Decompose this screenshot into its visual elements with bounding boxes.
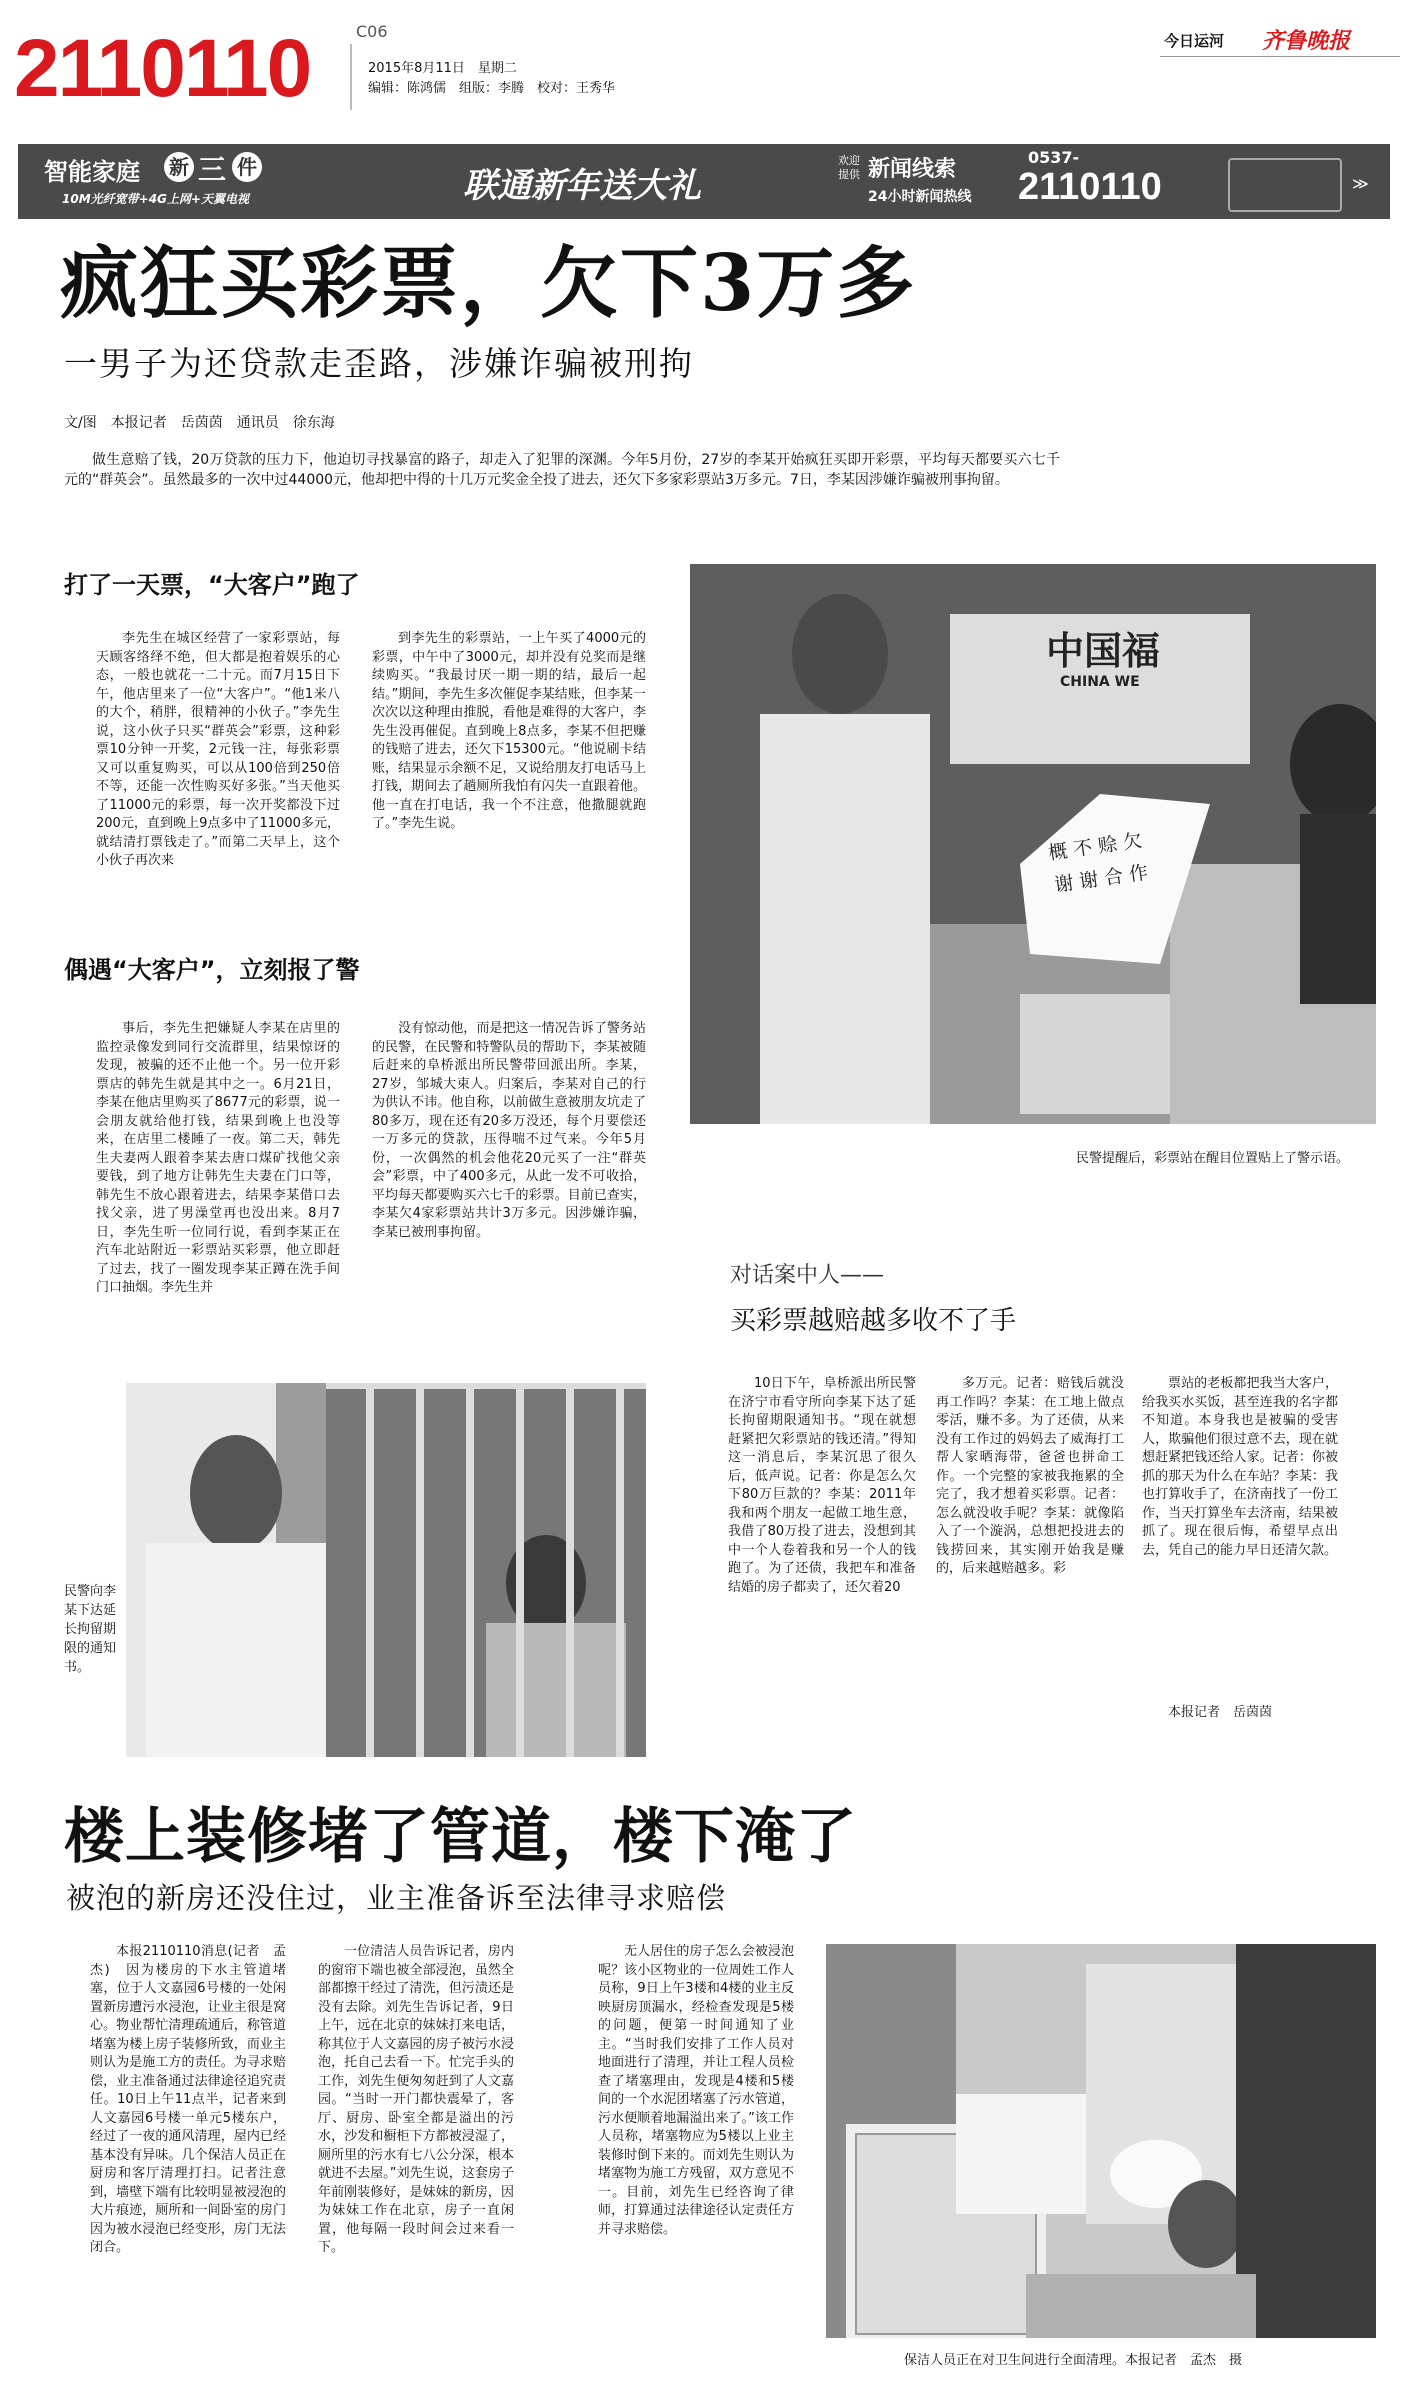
section1-col1-text: 李先生在城区经营了一家彩票站，每天顾客络绎不绝，但大都是抱着娱乐的心态，一般也就花一二十元。而7月15日下午，他店里来了一位“大客户”。“他1米八的大个，稍胖，很精神的小伙子。”李先生说，这小伙子只买“群英会”彩票，这种彩票10分钟一开奖，2元钱一注，每张彩票又可以重复购买，可以从100倍到250倍不等，还能一次性购买好多张。”当天他买了11000元的彩票，每一次开奖都没下过200元，直到晚上9点多中了11000多元，就结清打票钱走了。”而第二天早上，这个小伙子再次来 <box>96 631 340 868</box>
section2-col1 <box>96 1020 340 1320</box>
arrow-icon: ≫ <box>1352 174 1369 193</box>
area-code: 0537- <box>1028 148 1080 167</box>
lead-paragraph: 做生意赔了钱，20万贷款的压力下，他迫切寻找暴富的路子，却走入了犯罪的深渊。今年5月份，27岁的李某开始疯狂买即开彩票，平均每天都要买六七千元的“群英会”。虽然最多的一次中过44000元，他却把中得的十几万元奖金全投了进去，还欠下多家彩票站3万多元。7日，李某因涉嫌诈骗被刑事拘留。 <box>64 452 1060 488</box>
section2-col2-text: 没有惊动他，而是把这一情况告诉了警务站的民警，在民警和特警队员的帮助下，李某被随后赶来的阜桥派出所民警带回派出所。李某，27岁，邹城大束人。归案后，李某对自己的行为供认不讳。他自称，以前做生意被朋友坑走了80多万，现在还有20多万没还，每个月要偿还一万多元的贷款，压得喘不过气来。今年5月份，一次偶然的机会他花20元买了一注“群英会”彩票，中了400多元，从此一发不可收拾，平均每天都要购买六七千的彩票。目前已查实，李某欠4家彩票站共计3万多元。因涉嫌诈骗，李某已被刑事拘留。 <box>372 1021 646 1240</box>
photo2-caption: 民警向李某下达延长拘留期限的通知书。 <box>64 1584 117 1675</box>
section1-col2 <box>372 630 646 905</box>
dialog-col3 <box>1142 1375 1338 1703</box>
section2-col2 <box>372 1020 646 1320</box>
bathroom-cleaning-photo <box>826 1944 1376 2338</box>
ad-badge-pieces: 件 <box>232 152 262 182</box>
ad-badge-three: 三 <box>198 153 227 186</box>
store-sign-text-english: CHINA WE <box>1060 674 1140 690</box>
masthead-rule <box>1160 56 1400 57</box>
lottery-store-photo <box>690 564 1376 1124</box>
dialog-col3-text: 票站的老板都把我当大客户，给我买水买饭，甚至连我的名字都不知道。本身我也是被骗的受害人，欺骗他们很过意不去，现在就想赶紧把钱还给人家。记者：你被抓的那天为什么在车站？李某：我也打算收手了，在济南找了一份工作，当天打算坐车去济南，结果被抓了。现在很后悔，希望早点出去，凭自己的能力早日还清欠款。 <box>1142 1376 1338 1558</box>
story1-byline: 文/图 本报记者 岳茵茵 通讯员 徐东海 <box>64 415 335 431</box>
ad-slogan: 联通新年送大礼 <box>463 166 701 206</box>
warning-sign-line1: 概 不 赊 欠 <box>1047 829 1144 865</box>
story2-subheadline: 被泡的新房还没住过，业主准备诉至法律寻求赔偿 <box>66 1881 727 1915</box>
hotline-label: 24小时新闻热线 <box>868 189 972 205</box>
story2-col3-text: 无人居住的房子怎么会被浸泡呢？该小区物业的一位周姓工作人员称，9日上午3楼和4楼的业主反映厨房顶漏水，经检查发现是5楼的问题，便第一时间通知了业主。“当时我们安排了工作人员对地面进行了清理，并让工程人员检查了堵塞理由，发现是4楼和5楼间的一个水泥团堵塞了污水管道，污水便顺着地漏溢出来了。”该工作人员称，堵塞物应为5楼以上业主装修时倒下来的。而刘先生则认为堵塞物为施工方残留，双方意见不一。目前，刘先生已经咨询了律师，打算通过法律途径认定责任方并寻求赔偿。 <box>598 1944 794 2237</box>
banner-hotline: 2110110 <box>1018 166 1162 208</box>
tv-box-graphic <box>1228 158 1342 212</box>
page-code: C06 <box>356 22 388 41</box>
ad-banner[interactable] <box>18 144 1390 219</box>
dialog-col2-text: 多万元。记者：赔钱后就没再工作吗？李某：在工地上做点零活，赚不多。为了还债，从来没有工作过的妈妈去了威海打工帮人家晒海带，爸爸也拼命工作。一个完整的家被我拖累的全完了，我才想着买彩票。记者：怎么就没收手呢？李某：就像陷入了一个漩涡，总想把投进去的钱捞回来，其实刚开始我是赚的，后来越赔越多。彩 <box>936 1376 1124 1576</box>
story2-col3 <box>598 1943 794 2361</box>
dialog-title: 买彩票越赔越多收不了手 <box>730 1306 1017 1336</box>
dialog-col1-text: 10日下午，阜桥派出所民警在济宁市看守所向李某下达了延长拘留期限通知书。“现在就想赶紧把欠彩票站的钱还清。”得知这一消息后，李某沉思了很久后，低声说。记者：你是怎么欠下80万巨款的？李某：2011年我和两个朋友一起做工地生意，我借了80万投了进去，没想到其中一个人卷着我和另一个人的钱跑了。为了还债，我把车和准备结婚的房子都卖了，还欠着20 <box>728 1376 916 1595</box>
sponsor-label: 欢迎提供 <box>838 154 860 181</box>
masthead-divider <box>350 44 352 110</box>
story2-photo-caption: 保洁人员正在对卫生间进行全面清理。本报记者 孟杰 摄 <box>904 2353 1243 2368</box>
section1-col1 <box>96 630 340 905</box>
section1-title: 打了一天票，“大客户”跑了 <box>64 571 360 599</box>
section1-col2-text: 到李先生的彩票站，一上午买了4000元的彩票，中午中了3000元，却并没有兑奖而是继续购买。“我最讨厌一期一期的结，最后一起结。”期间，李先生多次催促李某结账，但李某一次次以这种理由推脱，看他是难得的大客户，李先生没再催促。直到晚上8点多，李某不但把赚的钱赔了进去，还欠下15300元。“他说刷卡结账，结果显示余额不足，又说给朋友打电话马上打钱，期间去了趟厕所我怕有闪失一直跟着他。他一直在打电话，我一个不注意，他撒腿就跑了。”李先生说。 <box>372 631 646 831</box>
dialog-byline <box>1142 1704 1338 1723</box>
issue-date: 2015年8月11日 星期二 <box>368 61 517 76</box>
dialog-col1 <box>728 1375 916 1725</box>
section-name: 今日运河 <box>1164 32 1225 50</box>
store-sign-text: 中国福 <box>1046 629 1161 673</box>
story1-headline: 疯狂买彩票，欠下3万多 <box>60 238 917 329</box>
editor-credits: 编辑：陈鸿儒 组版：李腾 校对：王秀华 <box>368 81 616 96</box>
ad-items: 10M光纤宽带+4G上网+天翼电视 <box>62 192 249 206</box>
story2-col2 <box>318 1943 514 2361</box>
section2-title: 偶遇“大客户”，立刻报了警 <box>64 956 360 984</box>
story1-lead <box>64 450 1060 490</box>
ad-title: 智能家庭 <box>44 158 140 186</box>
story2-col2-text: 一位清洁人员告诉记者，房内的窗帘下端也被全部浸泡，虽然全部都擦干经过了清洗，但污渍还是没有去除。刘先生告诉记者，9日上午，远在北京的妹妹打来电话，称其位于人文嘉园的房子被污水浸泡，托自己去看一下。忙完手头的工作，刘先生便匆匆赶到了人文嘉园。“当时一开门都快震晕了，客厅、厨房、卧室全都是溢出的污水，沙发和橱柜下方都被浸湿了，厕所里的污水有七八公分深，根本就进不去屋。”刘先生说，这套房子年前刚装修好，是妹妹的新房，因为妹妹工作在北京，房子一直闲置，他每隔一段时间会过来看一下。 <box>318 1944 514 2255</box>
story2-headline: 楼上装修堵了管道，楼下淹了 <box>64 1802 857 1872</box>
paper-logo: 齐鲁晚报 <box>1262 28 1351 54</box>
dialog-col2 <box>936 1375 1124 1725</box>
news-tip-label: 新闻线索 <box>868 157 957 182</box>
story2-col1 <box>90 1943 286 2361</box>
story1-subheadline: 一男子为还贷款走歪路，涉嫌诈骗被刑拘 <box>64 344 694 383</box>
section2-col1-text: 事后，李先生把嫌疑人李某在店里的监控录像发到同行交流群里，结果惊讶的发现，被骗的还不止他一个。另一位开彩票店的韩先生就是其中之一。6月21日，李某在他店里购买了8677元的彩票，说一会朋友就给他打钱，结果到晚上也没等来，在店里二楼睡了一夜。第二天，韩先生夫妻两人跟着李某去唐口煤矿找他父亲要钱，到了地方让韩先生夫妻在门口等，韩先生不放心跟着进去，结果李某借口去找父亲，进了男澡堂再也没出来。8月7日，李先生听一位同行说，看到李某正在汽车北站附近一彩票站买彩票，他立即赶了过去，找了一圈发现李某正蹲在洗手间门口抽烟。李先生并 <box>96 1021 340 1295</box>
dialog-kicker: 对话案中人—— <box>730 1263 885 1288</box>
detention-notice-photo <box>126 1383 646 1757</box>
hotline-number-masthead: 2110110 <box>14 23 311 114</box>
photo1-caption: 民警提醒后，彩票站在醒目位置贴上了警示语。 <box>1076 1151 1350 1166</box>
story2-col1-text: 本报2110110消息(记者 孟杰) 因为楼房的下水主管道堵塞，位于人文嘉园6号楼的一处闲置新房遭污水浸泡，让业主很是窝心。物业帮忙清理疏通后，称管道堵塞为楼上房子装修所致，而业主则认为是施工方的责任。为寻求赔偿，业主准备通过法律途径追究责任。10日上午11点半，记者来到人文嘉园6号楼一单元5楼东户，经过了一夜的通风清理，屋内已经基本没有异味。几个保洁人员正在厨房和客厅清理打扫。记者注意到，墙壁下端有比较明显被浸泡的大片痕迹，厕所和一间卧室的房门因为被水浸泡已经变形，房门无法闭合。 <box>90 1944 286 2255</box>
warning-sign-line2: 谢 谢 合 作 <box>1053 861 1150 897</box>
dialog-byline-text: 本报记者 岳茵茵 <box>1168 1705 1273 1720</box>
ad-badge-new: 新 <box>164 152 194 182</box>
